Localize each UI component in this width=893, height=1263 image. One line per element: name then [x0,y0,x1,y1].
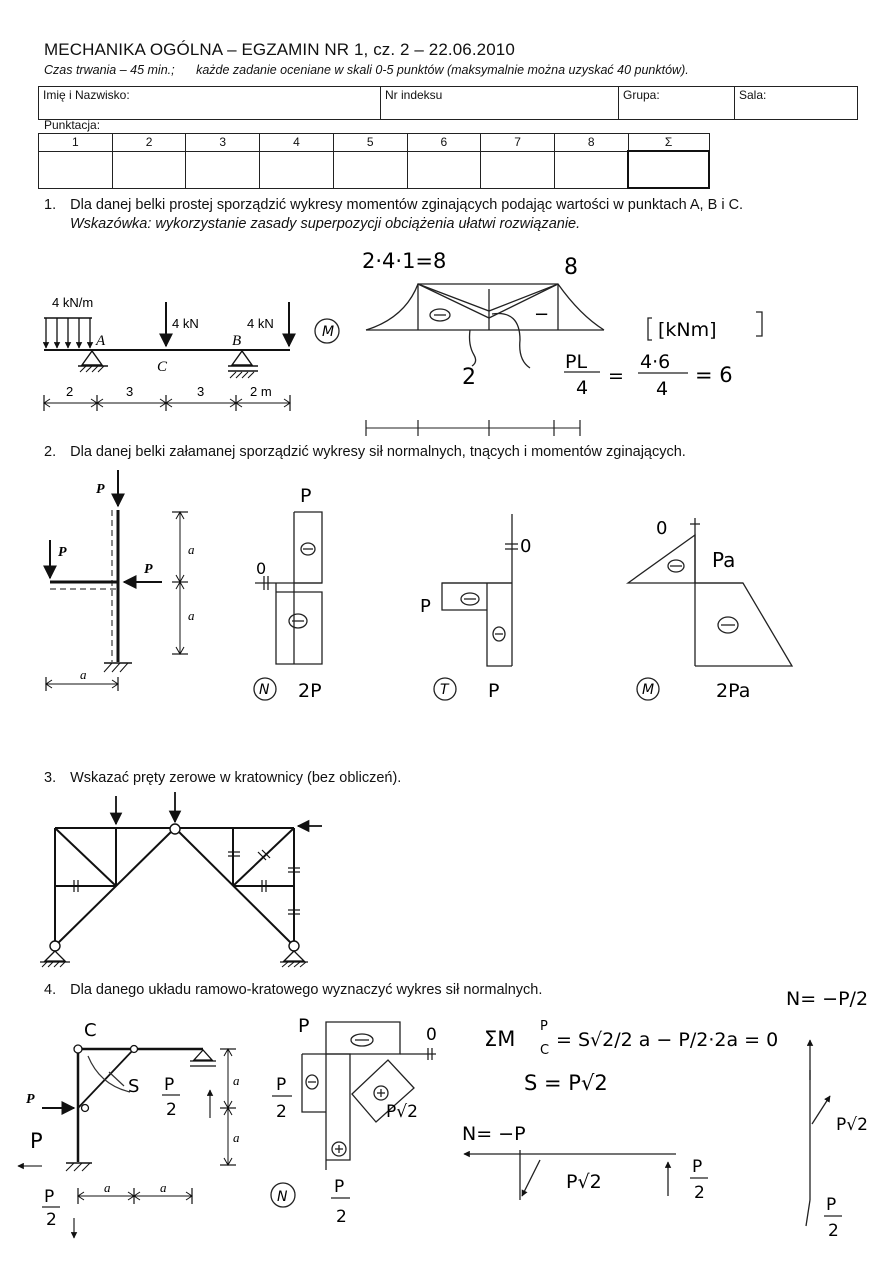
exam-title: MECHANIKA OGÓLNA – EGZAMIN NR 1, cz. 2 – 22.06.2010 [44,40,515,59]
task2-n-diagram [254,512,322,700]
task1-number: 1. [44,197,57,213]
hand-p2-num: P [164,1075,175,1095]
hand-val-2: 2 [462,365,476,390]
n-zero-label: 0 [256,559,267,578]
t-left-label: P [420,596,431,617]
hand-pl: PL [565,351,588,373]
task2-m-diagram [628,518,792,700]
eq-s: S = P√2 [524,1071,608,1095]
task4-text: Dla danego układu ramowo-kratowego wyznaczyć wykres sił normalnych. [70,982,543,998]
task1-hint: Wskazówka: wykorzystanie zasady superpozycji obciążenia ułatwi rozwiązanie. [70,216,581,232]
task3-number: 3. [44,770,57,786]
dim-label: 3 [126,384,134,399]
score-col-header: 7 [481,134,555,152]
eq-n-minus-p: N= −P [462,1123,526,1145]
hand-pl-den: 4 [576,377,589,399]
m-pa-label: Pa [712,548,736,572]
frame4-dim-a: a [104,1180,111,1195]
hand-frac-den: 4 [656,378,669,400]
frame4-dim-a: a [233,1073,240,1088]
n4-zero: 0 [426,1025,437,1045]
score-col-header: 5 [333,134,407,152]
hand-result: = 6 [695,363,733,387]
n4-left-p: P [276,1075,287,1095]
point-a-label: A [96,333,106,349]
node-psqrt2: P√2 [566,1171,602,1193]
m-diagram-label: M [322,324,335,340]
frame4-load-p: P [26,1092,35,1107]
index-label: Nr indeksu [385,88,443,102]
hand-pbot-den: 2 [46,1210,57,1230]
score-col-header: 1 [39,134,113,152]
n4-top-p: P [298,1015,310,1037]
scoring-label: Punktacja: [44,118,101,132]
t-zero-label: 0 [520,536,532,557]
task2-number: 2. [44,444,57,460]
score-col-header: 2 [112,134,186,152]
task2-frame-figure [46,470,188,691]
hand-units: [kNm] [658,319,717,341]
n-top-label: P [300,485,312,507]
n4-diagram-label: N [277,1189,288,1205]
score-col-header: 6 [407,134,481,152]
frame4-dim-a: a [233,1130,240,1145]
name-label: Imię i Nazwisko: [43,88,130,102]
frame4-dim-a: a [160,1180,167,1195]
room-label: Sala: [739,88,767,102]
hand-c-label: C [84,1020,97,1041]
n4-psqrt2: P√2 [386,1102,418,1122]
frame-load-p-left: P [58,545,67,560]
scoring-text: każde zadanie oceniane w skali 0-5 punktów (maksymalnie można uzyskać 40 punktów). [196,63,689,77]
task2-t-diagram [434,514,518,700]
load-q-label: 4 kN/m [52,295,94,310]
node-p2-num: P [692,1157,703,1177]
n-bottom-label: 2P [298,680,322,702]
hand-pbot-num: P [44,1187,55,1207]
dim-label: 3 [197,384,205,399]
right-p2-num: P [826,1195,837,1215]
hand-frac-num: 4·6 [640,351,671,373]
hand-p2-den: 2 [166,1100,177,1120]
right-psqrt2: P√2 [836,1115,868,1135]
support-b [232,351,252,365]
point-b-label: B [232,333,242,349]
score-col-header: Σ [628,134,709,152]
group-label: Grupa: [623,88,660,102]
eq-sum-m-sup: P [540,1019,548,1034]
t-bottom-label: P [488,680,500,702]
task3-text: Wskazać pręty zerowe w kratownicy (bez obliczeń). [70,770,402,786]
support-a [82,351,102,365]
load-p2-label: 4 kN [247,316,274,331]
dim-label: 2 [66,384,74,399]
m-diagram-label: M [642,682,655,698]
frame-dim-a: a [188,608,195,623]
task2-text: Dla danej belki załamanej sporządzić wykresy sił normalnych, tnących i momentów zginających. [70,444,686,460]
right-n-label: N= −P/2 [786,988,869,1010]
eq-sum-m: ΣM [484,1027,516,1051]
m-zero-label: 0 [656,518,668,539]
score-col-header: 4 [260,134,334,152]
hand-calc-8: 2·4·1=8 [362,249,447,273]
hand-eq: = [608,365,624,387]
score-col-header: 3 [186,134,260,152]
frame-dim-a: a [188,542,195,557]
n4-bot-den: 2 [336,1207,347,1227]
n4-left-den: 2 [276,1102,287,1122]
dim-label: 2 m [250,384,272,399]
frame-load-p-right: P [144,562,153,577]
score-col-header: 8 [554,134,628,152]
frame-load-p-top: P [96,482,105,497]
n4-bot-num: P [334,1177,345,1197]
duration-text: Czas trwania – 45 min.; [44,63,175,77]
point-c-label: C [157,359,168,375]
hand-minus: − [534,304,550,325]
task3-truss [40,792,322,967]
node-p2-den: 2 [694,1183,705,1203]
eq-sum-m-sub: C [540,1043,550,1058]
frame-dim-a: a [80,667,87,682]
load-p1-label: 4 kN [172,316,199,331]
m-2pa-label: 2Pa [716,680,751,702]
n-diagram-label: N [259,682,270,698]
t-diagram-label: T [440,682,449,698]
hand-p-left: P [30,1129,43,1153]
eq-sum-m-rest: = S√2/2 a − P/2·2a = 0 [556,1029,779,1051]
right-p2-den: 2 [828,1221,839,1241]
task1-text: Dla danej belki prostej sporządzić wykresy momentów zginających podając wartości w punktach A, B i C. [70,197,744,213]
task4-number: 4. [44,982,57,998]
hand-s-label: S [128,1076,140,1097]
hand-val-8: 8 [564,255,578,280]
